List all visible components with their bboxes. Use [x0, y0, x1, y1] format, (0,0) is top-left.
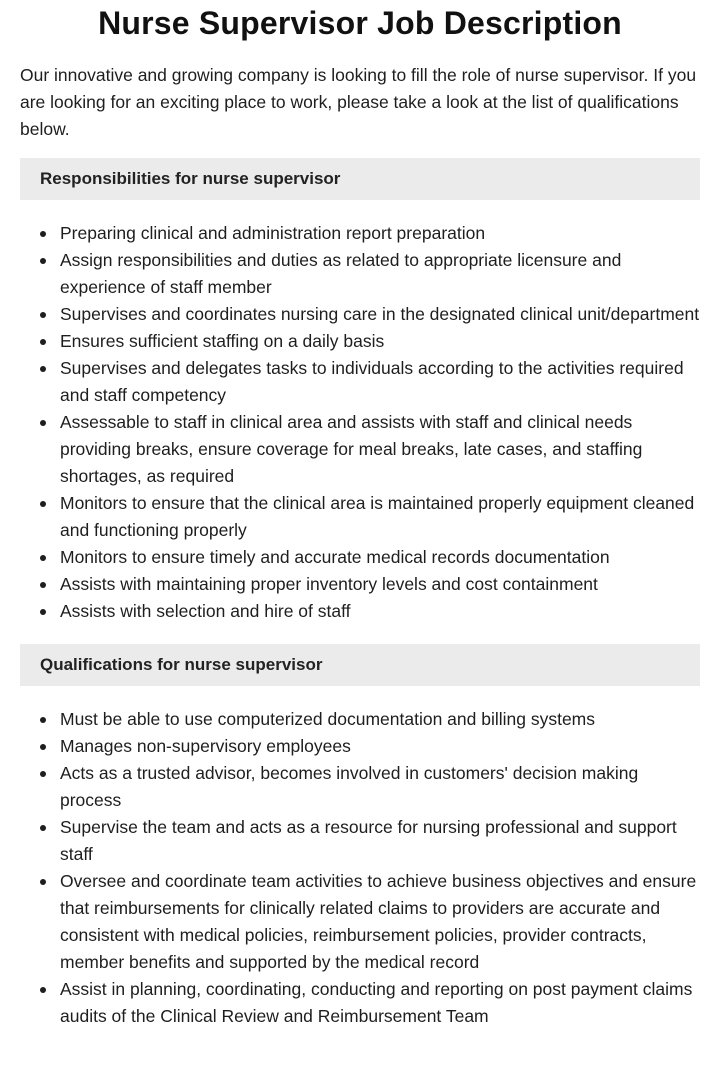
- list-item: Assists with maintaining proper inventory levels and cost containment: [60, 571, 700, 598]
- list-item: Must be able to use computerized documentation and billing systems: [60, 706, 700, 733]
- list-item: Preparing clinical and administration report preparation: [60, 220, 700, 247]
- responsibilities-list: [20, 220, 700, 625]
- list-item: Assessable to staff in clinical area and assists with staff and clinical needs providing breaks, ensure coverage for meal breaks, late cases, and staffing shortages, as required: [60, 409, 700, 490]
- list-item: Supervises and delegates tasks to individuals according to the activities required and staff competency: [60, 355, 700, 409]
- list-item: Oversee and coordinate team activities to achieve business objectives and ensure that reimbursements for clinically related claims to providers are accurate and consistent with medical policies, reimbursement policies, provider contracts, member benefits and supported by the medical record: [60, 868, 700, 976]
- list-item: Assist in planning, coordinating, conducting and reporting on post payment claims audits of the Clinical Review and Reimbursement Team: [60, 976, 700, 1030]
- intro-paragraph: Our innovative and growing company is looking to fill the role of nurse supervisor. If you are looking for an exciting place to work, please take a look at the list of qualifications below.: [20, 65, 697, 139]
- page-title: Nurse Supervisor Job Description: [98, 5, 622, 41]
- responsibilities-heading: Responsibilities for nurse supervisor: [20, 158, 700, 200]
- list-item: Assign responsibilities and duties as related to appropriate licensure and experience of staff member: [60, 247, 700, 301]
- list-item: Monitors to ensure timely and accurate medical records documentation: [60, 544, 700, 571]
- qualifications-list: [20, 706, 700, 1030]
- list-item: Acts as a trusted advisor, becomes involved in customers' decision making process: [60, 760, 700, 814]
- list-item: Manages non-supervisory employees: [60, 733, 700, 760]
- list-item: Monitors to ensure that the clinical area is maintained properly equipment cleaned and functioning properly: [60, 490, 700, 544]
- qualifications-heading: Qualifications for nurse supervisor: [20, 644, 700, 686]
- list-item: Ensures sufficient staffing on a daily basis: [60, 328, 700, 355]
- list-item: Assists with selection and hire of staff: [60, 598, 700, 625]
- list-item: Supervises and coordinates nursing care in the designated clinical unit/department: [60, 301, 700, 328]
- list-item: Supervise the team and acts as a resource for nursing professional and support staff: [60, 814, 700, 868]
